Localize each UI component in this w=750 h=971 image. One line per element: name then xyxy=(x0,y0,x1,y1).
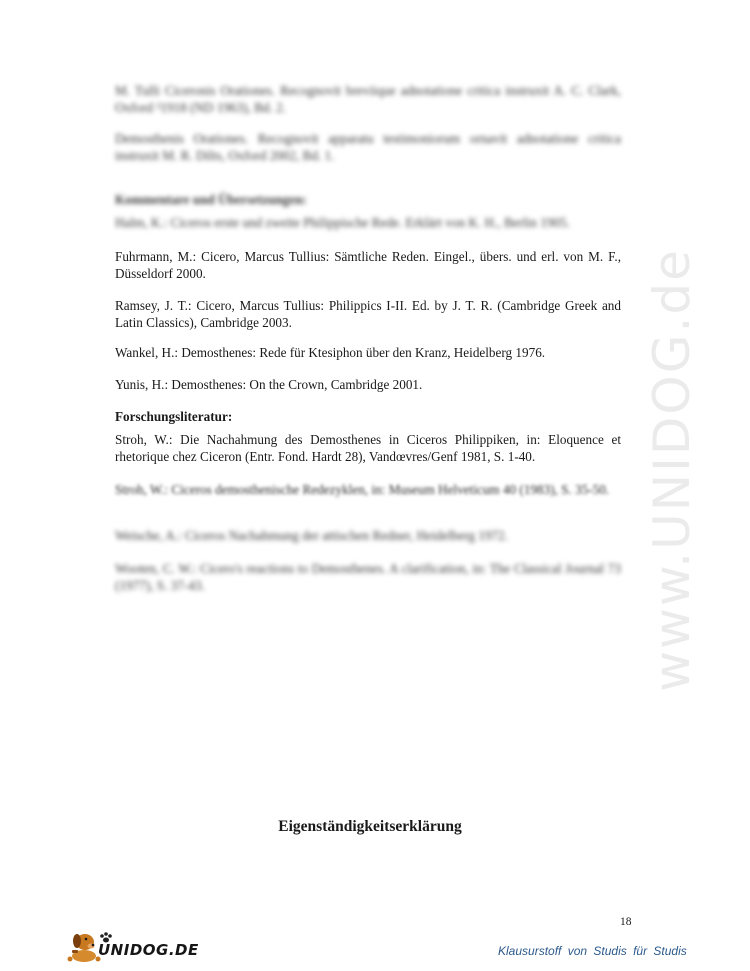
watermark: www.UNIDOG.de xyxy=(643,248,701,692)
section-heading-kommentare: Kommentare und Übersetzungen: xyxy=(115,192,307,207)
bibliography-entry: Fuhrmann, M.: Cicero, Marcus Tullius: Sämtliche Reden. Eingel., übers. und erl. von M. F., Düsseldorf 2000. xyxy=(115,249,621,281)
bibliography-entry: Stroh, W.: Ciceros demosthenische Redezyklen, in: Museum Helveticum 40 (1983), S. 35-50. xyxy=(115,482,610,497)
bibliography-entry: Demosthenis Orationes. Recognovit apparatu testimoniorum ornavit adnotatione critica instruxit M. R. Dilts, Oxford 2002, Bd. 1. xyxy=(115,131,621,163)
section-heading-forschung: Forschungsliteratur: xyxy=(115,409,233,424)
footer-tagline: Klausurstoff von Studis für Studis xyxy=(498,944,687,958)
bibliography-entry: Wankel, H.: Demosthenes: Rede für Ktesiphon über den Kranz, Heidelberg 1976. xyxy=(115,345,546,360)
bibliography-entry: Halm, K.: Ciceros erste und zweite Philippische Rede. Erklärt von K. H., Berlin 1905. xyxy=(115,215,570,230)
bibliography-entry: Weische, A.: Ciceros Nachahmung der attischen Redner, Heidelberg 1972. xyxy=(115,528,508,543)
bibliography-entry: Wooten, C. W.: Cicero's reactions to Demosthenes. A clarification, in: The Classical Journal 73 (1977), S. 37-43. xyxy=(115,561,621,593)
section-title: Eigenständigkeitserklärung xyxy=(278,818,462,835)
logo-text: UNIDOG.DE xyxy=(98,941,199,959)
bibliography-entry: Ramsey, J. T.: Cicero, Marcus Tullius: Philippics I-II. Ed. by J. T. R. (Cambridge Greek and Latin Classics), Cambridge 2003. xyxy=(115,298,621,330)
bibliography-entry: M. Tulli Ciceronis Orationes. Recognovit breviique adnotatione critica instruxit A. C. Clark, Oxford ²1918 (ND 1963), Bd. 2. xyxy=(115,83,621,115)
page-number: 18 xyxy=(620,916,632,928)
bibliography-entry: Yunis, H.: Demosthenes: On the Crown, Cambridge 2001. xyxy=(115,377,423,392)
bibliography-entry: Stroh, W.: Die Nachahmung des Demosthenes in Ciceros Philippiken, in: Eloquence et rhetorique chez Ciceron (Entr. Fond. Hardt 28), Vandœvres/Genf 1981, S. 1-40. xyxy=(115,432,621,464)
